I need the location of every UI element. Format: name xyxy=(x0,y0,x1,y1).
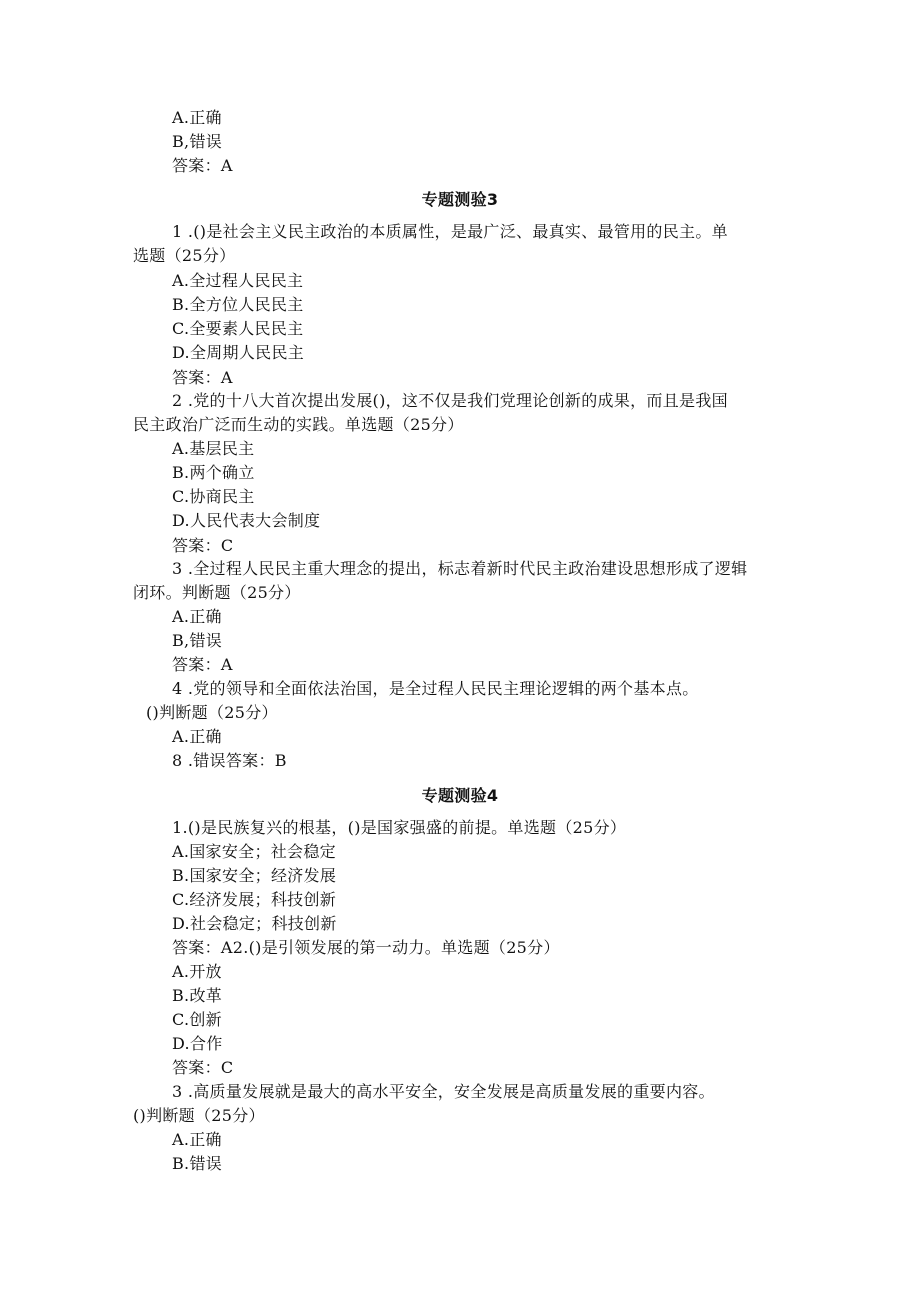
question-line: 4 .党的领导和全面依法治国，是全过程人民民主理论逻辑的两个基本点。 xyxy=(172,679,699,698)
option-line: A.基层民主 xyxy=(172,439,255,458)
option-line: B.错误 xyxy=(172,1154,223,1173)
option-line: B.改革 xyxy=(172,986,223,1005)
option-line: C.协商民主 xyxy=(172,487,255,506)
question-line: 民主政治广泛而生动的实践。单选题（25分） xyxy=(133,415,464,434)
option-line: D.人民代表大会制度 xyxy=(172,511,321,530)
question-line: 3 .全过程人民民主重大理念的提出，标志着新时代民主政治建设思想形成了逻辑 xyxy=(172,559,748,578)
question-line: ()判断题（25分） xyxy=(146,703,278,722)
option-line: B.国家安全；经济发展 xyxy=(172,866,337,885)
option-line: B.全方位人民民主 xyxy=(172,295,304,314)
question-line: 1 .()是社会主义民主政治的本质属性，是最广泛、最真实、最管用的民主。单 xyxy=(172,222,728,241)
option-line: A.正确 xyxy=(172,607,222,626)
option-line: C.经济发展；科技创新 xyxy=(172,890,337,909)
answer-line: 答案：A xyxy=(172,655,233,674)
answer-line: 答案：C xyxy=(172,536,234,555)
answer-line: 答案：A xyxy=(172,368,233,387)
option-line: A.国家安全；社会稳定 xyxy=(172,842,336,861)
section-heading: 专题测验4 xyxy=(421,786,499,805)
option-line: C.创新 xyxy=(172,1010,222,1029)
section-heading: 专题测验3 xyxy=(421,190,499,209)
answer-line: 答案：C xyxy=(172,1058,234,1077)
answer-line: 8 .错误答案：B xyxy=(172,751,287,770)
option-line: A.全过程人民民主 xyxy=(172,271,304,290)
option-line: B,错误 xyxy=(172,631,223,650)
answer-line: 答案：A xyxy=(172,156,233,175)
option-line: A.正确 xyxy=(172,727,222,746)
option-line: D.合作 xyxy=(172,1034,223,1053)
option-line: B.两个确立 xyxy=(172,463,255,482)
option-line: D.全周期人民民主 xyxy=(172,343,305,362)
option-line: B,错误 xyxy=(172,132,223,151)
question-line: 选题（25分） xyxy=(133,246,236,265)
option-line: C.全要素人民民主 xyxy=(172,319,304,338)
question-line: 1.()是民族复兴的根基，()是国家强盛的前提。单选题（25分） xyxy=(172,818,627,837)
option-line: A.正确 xyxy=(172,108,222,127)
question-line: 2 .党的十八大首次提出发展()，这不仅是我们党理论创新的成果，而且是我国 xyxy=(172,391,728,410)
option-line: A.正确 xyxy=(172,1130,222,1149)
answer-line: 答案：A2.()是引领发展的第一动力。单选题（25分） xyxy=(172,938,560,957)
option-line: D.社会稳定；科技创新 xyxy=(172,914,337,933)
question-line: 3 .高质量发展就是最大的高水平安全，安全发展是高质量发展的重要内容。 xyxy=(172,1082,715,1101)
question-line: 闭环。判断题（25分） xyxy=(133,583,301,602)
question-line: ()判断题（25分） xyxy=(133,1106,265,1125)
option-line: A.开放 xyxy=(172,962,222,981)
